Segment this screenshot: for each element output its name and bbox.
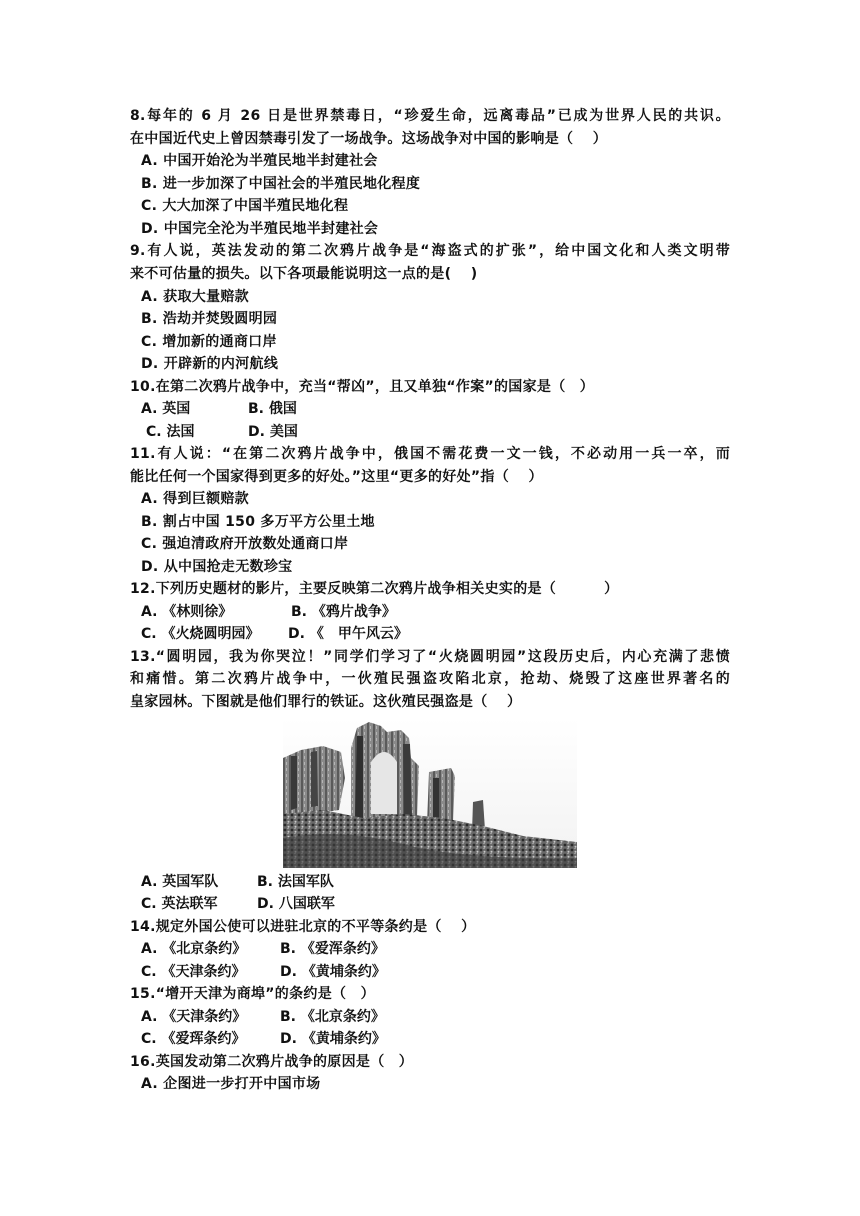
q9-stem-line-1: 9.有人说，英法发动的第二次鸦片战争是“海盗式的扩张”，给中国文化和人类文明带 (130, 243, 730, 259)
q13-option-c: C. 英法联军 (141, 896, 218, 912)
q13-stem-line-2: 和痛惜。第二次鸦片战争中，一伙殖民强盗攻陷北京，抢劫、烧毁了这座世界著名的 (130, 671, 730, 687)
q8-stem-line-1: 8.每年的 6 月 26 日是世界禁毒日，“珍爱生命，远离毒品”已成为世界人民的共识。 (130, 108, 730, 124)
q11-option-c: C. 强迫清政府开放数处通商口岸 (141, 536, 349, 552)
q12-option-c: C. 《火烧圆明园》 (141, 626, 260, 642)
q13-option-a: A. 英国军队 (141, 874, 219, 890)
q10-stem: 10.在第二次鸦片战争中，充当“帮凶”，且又单独“作案”的国家是（ ） (130, 379, 595, 395)
q9-option-c: C. 增加新的通商口岸 (141, 334, 277, 350)
q10-option-c: C. 法国 (146, 424, 195, 440)
q10-option-a: A. 英国 (141, 401, 191, 417)
q12-option-d: D. 《 甲午风云》 (288, 626, 408, 642)
q9-option-d: D. 开辟新的内河航线 (141, 356, 279, 372)
q14-option-a: A. 《北京条约》 (141, 941, 247, 957)
q10-option-b: B. 俄国 (248, 401, 297, 417)
q8-option-d: D. 中国完全沦为半殖民地半封建社会 (141, 221, 379, 237)
q11-option-a: A. 得到巨额赔款 (141, 491, 249, 507)
q14-option-d: D. 《黄埔条约》 (280, 964, 386, 980)
q8-option-c: C. 大大加深了中国半殖民地化程 (141, 198, 349, 214)
q10-option-d: D. 美国 (248, 424, 298, 440)
q13-stem-line-1: 13.“圆明园，我为你哭泣！”同学们学习了“火烧圆明园”这段历史后，内心充满了悲愤 (130, 649, 730, 665)
q15-option-b: B. 《北京条约》 (280, 1009, 385, 1025)
q13-option-d: D. 八国联军 (257, 896, 335, 912)
q12-option-a: A. 《林则徐》 (141, 604, 233, 620)
q13-option-b: B. 法国军队 (257, 874, 334, 890)
q11-stem-line-1: 11.有人说：“在第二次鸦片战争中，俄国不需花费一文一钱，不必动用一兵一卒，而 (130, 446, 730, 462)
q14-option-c: C. 《天津条约》 (141, 964, 246, 980)
q12-stem: 12.下列历史题材的影片，主要反映第二次鸦片战争相关史实的是（ ） (130, 581, 619, 597)
q11-option-d: D. 从中国抢走无数珍宝 (141, 559, 293, 575)
q15-option-a: A. 《天津条约》 (141, 1009, 247, 1025)
q15-option-c: C. 《爱珲条约》 (141, 1031, 246, 1047)
q9-option-b: B. 浩劫并焚毁圆明园 (141, 311, 278, 327)
q8-stem-line-2: 在中国近代史上曾因禁毒引发了一场战争。这场战争对中国的影响是（ ） (130, 131, 608, 147)
q11-option-b: B. 割占中国 150 多万平方公里土地 (141, 514, 375, 530)
q9-stem-line-2: 来不可估量的损失。以下各项最能说明这一点的是( ) (130, 266, 478, 282)
q11-stem-line-2: 能比任何一个国家得到更多的好处。”这里“更多的好处”指（ ） (130, 469, 543, 485)
q8-option-a: A. 中国开始沦为半殖民地半封建社会 (141, 153, 378, 169)
q16-stem: 16.英国发动第二次鸦片战争的原因是（ ） (130, 1054, 414, 1070)
q14-option-b: B. 《爱浑条约》 (280, 941, 385, 957)
q9-option-a: A. 获取大量赔款 (141, 289, 249, 305)
yuanmingyuan-ruins-photo (283, 718, 577, 868)
q13-stem-line-3: 皇家园林。下图就是他们罪行的铁证。这伙殖民强盗是（ ） (130, 694, 522, 710)
q8-option-b: B. 进一步加深了中国社会的半殖民地化程度 (141, 176, 421, 192)
q14-stem: 14.规定外国公使可以进驻北京的不平等条约是（ ） (130, 919, 476, 935)
q15-option-d: D. 《黄埔条约》 (280, 1031, 386, 1047)
q12-option-b: B. 《鸦片战争》 (291, 604, 396, 620)
q16-option-a: A. 企图进一步打开中国市场 (141, 1076, 321, 1092)
q15-stem: 15.“增开天津为商埠”的条约是（ ） (130, 986, 375, 1002)
